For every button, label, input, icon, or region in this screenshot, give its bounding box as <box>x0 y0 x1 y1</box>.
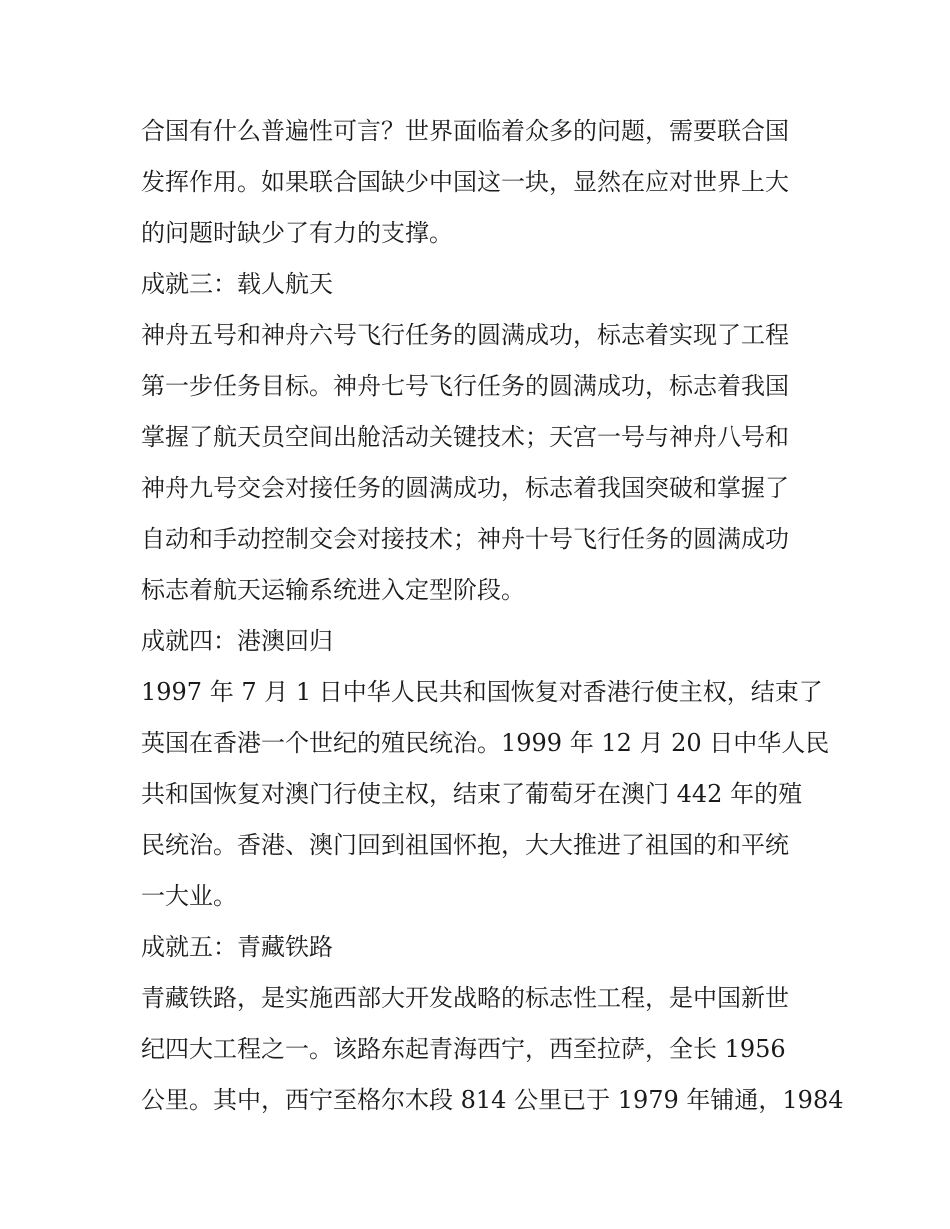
text-line: 神舟九号交会对接任务的圆满成功，标志着我国突破和掌握了 <box>141 474 789 502</box>
text-line: 合国有什么普遍性可言？世界面临着众多的问题，需要联合国 <box>141 117 789 145</box>
text-line: 的问题时缺少了有力的支撑。 <box>141 219 453 247</box>
text-line: 发挥作用。如果联合国缺少中国这一块，显然在应对世界上大 <box>141 168 789 196</box>
text-line: 英国在香港一个世纪的殖民统治。1999 年 12 月 20 日中华人民 <box>141 729 830 757</box>
text-line: 民统治。香港、澳门回到祖国怀抱，大大推进了祖国的和平统 <box>141 831 789 859</box>
document-body <box>141 106 844 1126</box>
section-heading-achievement-4: 成就四：港澳回归 <box>141 627 333 655</box>
text-line: 掌握了航天员空间出舱活动关键技术；天宫一号与神舟八号和 <box>141 423 789 451</box>
text-line: 1997 年 7 月 1 日中华人民共和国恢复对香港行使主权，结束了 <box>141 678 823 706</box>
text-line: 共和国恢复对澳门行使主权，结束了葡萄牙在澳门 442 年的殖 <box>141 780 803 808</box>
text-line: 自动和手动控制交会对接技术；神舟十号飞行任务的圆满成功 <box>141 525 789 553</box>
text-line: 第一步任务目标。神舟七号飞行任务的圆满成功，标志着我国 <box>141 372 789 400</box>
section-heading-achievement-3: 成就三：载人航天 <box>141 270 333 298</box>
text-line: 神舟五号和神舟六号飞行任务的圆满成功，标志着实现了工程 <box>141 321 789 349</box>
text-line: 纪四大工程之一。该路东起青海西宁，西至拉萨，全长 1956 <box>141 1035 786 1063</box>
text-line: 一大业。 <box>141 882 237 910</box>
section-heading-achievement-5: 成就五：青藏铁路 <box>141 933 333 961</box>
text-line: 青藏铁路，是实施西部大开发战略的标志性工程，是中国新世 <box>141 984 789 1012</box>
text-line: 标志着航天运输系统进入定型阶段。 <box>141 576 525 604</box>
text-line: 公里。其中，西宁至格尔木段 814 公里已于 1979 年铺通，1984 <box>141 1086 844 1114</box>
